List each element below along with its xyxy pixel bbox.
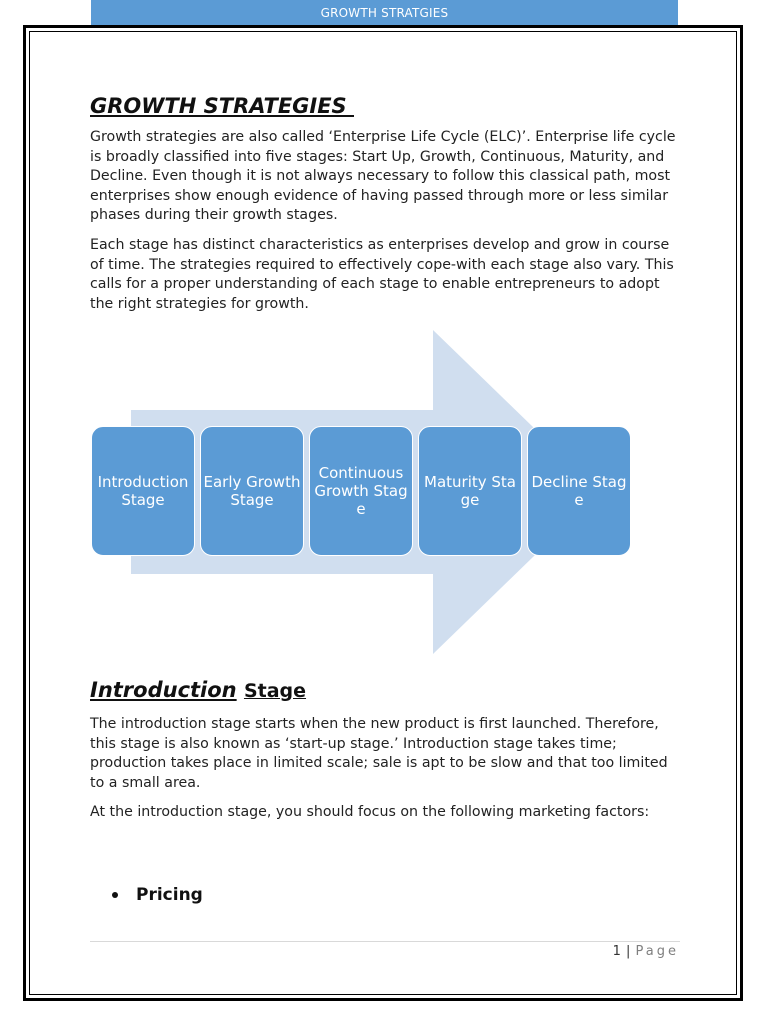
section-title: GROWTH STRATEGIES xyxy=(90,94,354,118)
paragraph: Growth strategies are also called ‘Enterprise Life Cycle (ELC)’. Enterprise life cycle is broadly classified into five stages: Start Up, Growth, Continuous, Maturity, and Decline. Even though it is not always necessary to follow this classical path, most enterprises show enough evidence of having passed through more or less similar phases during their growth stages. xyxy=(90,129,676,224)
page-number: 1 xyxy=(612,944,622,959)
running-header: GROWTH STRATGIES xyxy=(91,0,678,27)
page-separator: | xyxy=(625,944,631,959)
section-title-introduction-stage: Introduction Stage xyxy=(90,678,307,702)
stage-early-growth: Early Growth Stage xyxy=(200,426,304,556)
paragraph: At the introduction stage, you should focus on the following marketing factors: xyxy=(90,804,650,821)
section-introduction-stage xyxy=(90,715,680,833)
footer-divider xyxy=(90,941,680,942)
paragraph: Each stage has distinct characteristics as enterprises develop and grow in course of time. The strategies required to effectively cope-with each stage also vary. This calls for a proper understanding of each stage to enable entrepreneurs to adopt the right strategies for growth. xyxy=(90,236,674,312)
stage-continuous-growth: Continuous Growth Stage xyxy=(309,426,413,556)
stage-introduction: Introduction Stage xyxy=(91,426,195,556)
bullet-item xyxy=(112,885,203,905)
stage-decline: Decline Stage xyxy=(527,426,631,556)
page-label: Page xyxy=(635,944,679,959)
enterprise-life-cycle-diagram xyxy=(88,328,636,656)
page-footer xyxy=(613,944,679,959)
stage-maturity: Maturity Stage xyxy=(418,426,522,556)
paragraph: The introduction stage starts when the new product is first launched. Therefore, this stage is also known as ‘start-up stage.’ Introduction stage takes time; production takes place in limited scale; sale is apt to be slow and that too limited to a small area. xyxy=(90,716,668,791)
bullet-label: Pricing xyxy=(136,885,203,905)
bullet-dot-icon xyxy=(112,892,118,898)
section-growth-strategies xyxy=(90,92,680,324)
